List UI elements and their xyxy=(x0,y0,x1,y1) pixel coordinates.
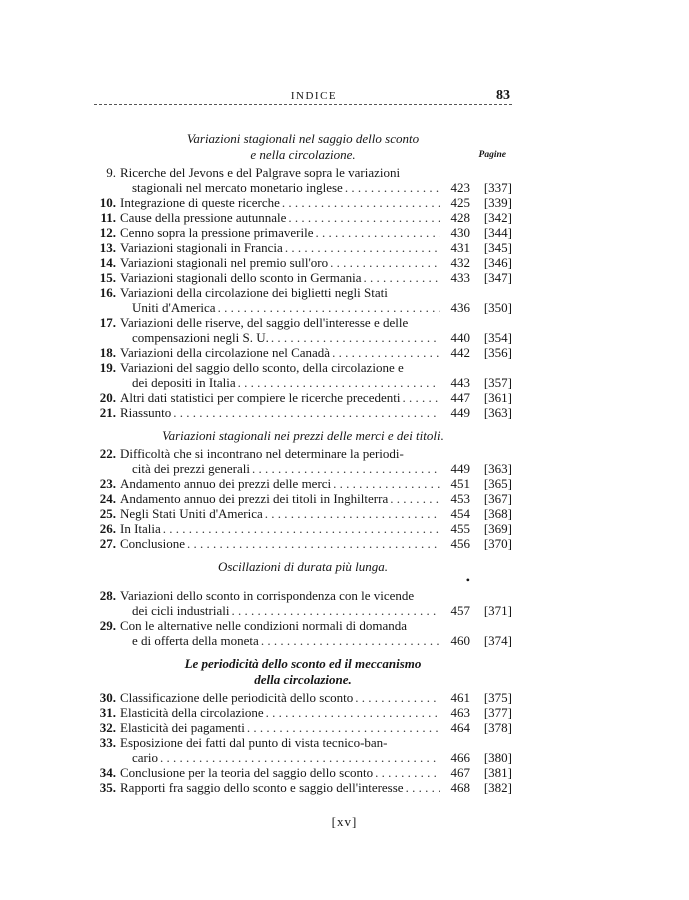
entry-page: 433 xyxy=(450,270,470,285)
entry-ref: [369] xyxy=(483,521,512,536)
entry-ref: [371] xyxy=(483,603,512,618)
entry-line: Rapporti fra saggio dello sconto e saggio dell'interesse xyxy=(120,780,404,795)
entry-number: 20. xyxy=(99,390,116,405)
entry-page: 440 xyxy=(450,330,470,345)
entry-line: Variazioni del saggio dello sconto, della circolazione e xyxy=(120,360,404,375)
entry-last-line xyxy=(120,750,512,765)
entry-number: 12. xyxy=(99,225,116,240)
section-heading xyxy=(94,559,512,575)
entry-ref: [339] xyxy=(483,195,512,210)
toc-entry[interactable] xyxy=(94,225,512,240)
dot-leader xyxy=(333,476,440,491)
entry-page: 454 xyxy=(450,506,470,521)
entry-page: 447 xyxy=(450,390,470,405)
entry-line: Esposizione dei fatti dal punto di vista tecnico-ban- xyxy=(120,735,388,750)
toc-entry[interactable] xyxy=(94,360,512,390)
dot-leader xyxy=(375,765,440,780)
dot-leader xyxy=(271,330,440,345)
entry-last-line xyxy=(120,330,512,345)
dot-leader xyxy=(252,461,440,476)
entry-line: cario xyxy=(132,750,158,765)
entry-text xyxy=(120,210,512,225)
header-title: INDICE xyxy=(290,90,338,102)
entry-ref: [377] xyxy=(483,705,512,720)
entry-ref: [357] xyxy=(483,375,512,390)
entry-ref: [337] xyxy=(483,180,512,195)
entry-line: dei cicli industriali xyxy=(132,603,230,618)
toc-entry[interactable] xyxy=(94,285,512,315)
entry-text xyxy=(120,705,512,720)
section-heading xyxy=(94,428,512,444)
entry-page: 464 xyxy=(450,720,470,735)
entry-last-line xyxy=(120,210,512,225)
pagine-label: Pagine xyxy=(478,150,506,160)
entry-number: 23. xyxy=(99,476,116,491)
toc-entry[interactable] xyxy=(94,735,512,765)
entry-line: Andamento annuo dei prezzi dei titoli in Inghilterra xyxy=(120,491,389,506)
dot-leader xyxy=(160,750,440,765)
entry-text xyxy=(120,780,512,795)
entry-last-line xyxy=(120,461,512,476)
entry-line: Integrazione di queste ricerche xyxy=(120,195,280,210)
entry-text xyxy=(120,720,512,735)
entry-ref: [381] xyxy=(483,765,512,780)
entry-number: 10. xyxy=(99,195,116,210)
entry-text xyxy=(120,506,512,521)
entry-text xyxy=(120,240,512,255)
toc-entry[interactable] xyxy=(94,270,512,285)
entry-last-line xyxy=(120,780,512,795)
entry-ref: [370] xyxy=(483,536,512,551)
entry-page: 468 xyxy=(450,780,470,795)
entry-last-line xyxy=(120,255,512,270)
dot-leader xyxy=(173,405,440,420)
entry-page: 461 xyxy=(450,690,470,705)
entry-ref: [363] xyxy=(483,405,512,420)
entry-last-line xyxy=(120,240,512,255)
entry-line: Elasticità dei pagamenti xyxy=(120,720,245,735)
toc-entry[interactable] xyxy=(94,195,512,210)
entry-last-line xyxy=(120,270,512,285)
entry-line: Conclusione per la teoria del saggio dello sconto xyxy=(120,765,374,780)
dot-leader xyxy=(288,210,440,225)
dot-leader xyxy=(238,375,440,390)
toc-entry[interactable] xyxy=(94,491,512,506)
entry-line: Difficoltà che si incontrano nel determinare la periodi- xyxy=(120,446,404,461)
entry-ref: [356] xyxy=(483,345,512,360)
entry-text xyxy=(120,225,512,240)
section-heading-line: e nella circolazione. xyxy=(250,147,356,162)
entry-line: e di offerta della moneta xyxy=(132,633,259,648)
entry-ref: [368] xyxy=(483,506,512,521)
entry-last-line xyxy=(120,690,512,705)
entry-page: 428 xyxy=(450,210,470,225)
entry-page: 436 xyxy=(450,300,470,315)
toc-entry[interactable] xyxy=(94,765,512,780)
section-spacer xyxy=(94,551,512,559)
entry-page: 455 xyxy=(450,521,470,536)
entry-ref: [367] xyxy=(483,491,512,506)
dot-leader xyxy=(332,345,440,360)
entry-page: 425 xyxy=(450,195,470,210)
dot-leader xyxy=(330,255,440,270)
entry-number: 13. xyxy=(99,240,116,255)
dot-leader xyxy=(247,720,440,735)
toc-entry[interactable] xyxy=(94,780,512,795)
entry-number: 17. xyxy=(99,315,116,330)
entry-last-line xyxy=(120,720,512,735)
entry-line: Variazioni dello sconto in corrispondenza con le vicende xyxy=(120,588,415,603)
toc-entry[interactable] xyxy=(94,536,512,551)
entry-line: Riassunto xyxy=(120,405,172,420)
entry-page: 466 xyxy=(450,750,470,765)
entry-number: 32. xyxy=(99,720,116,735)
entry-last-line xyxy=(120,536,512,551)
entry-line: Variazioni stagionali nel premio sull'oro xyxy=(120,255,329,270)
section-heading-line: Variazioni stagionali nel saggio dello sconto xyxy=(186,131,420,146)
entry-ref: [344] xyxy=(483,225,512,240)
toc-entry[interactable] xyxy=(94,210,512,225)
entry-number: 34. xyxy=(99,765,116,780)
dot-leader xyxy=(218,300,440,315)
dot-leader xyxy=(364,270,440,285)
dot-leader xyxy=(266,705,440,720)
entry-last-line xyxy=(120,521,512,536)
entry-line: Andamento annuo dei prezzi delle merci xyxy=(120,476,332,491)
toc-entry[interactable] xyxy=(94,690,512,705)
entry-last-line xyxy=(120,300,512,315)
entry-last-line xyxy=(120,765,512,780)
entry-page: 451 xyxy=(450,476,470,491)
entry-page: 453 xyxy=(450,491,470,506)
entry-line: Cenno sopra la pressione primaverile xyxy=(120,225,314,240)
dot-leader xyxy=(231,603,440,618)
entry-ref: [346] xyxy=(483,255,512,270)
entry-text xyxy=(120,405,512,420)
toc-entry[interactable] xyxy=(94,390,512,405)
dot-leader xyxy=(163,521,440,536)
entry-line: In Italia xyxy=(120,521,161,536)
dot-leader xyxy=(316,225,441,240)
entry-ref: [347] xyxy=(483,270,512,285)
entry-number: 15. xyxy=(99,270,116,285)
entry-number: 25. xyxy=(99,506,116,521)
entry-last-line xyxy=(120,195,512,210)
entry-number: 18. xyxy=(99,345,116,360)
entry-last-line xyxy=(120,345,512,360)
entry-number: 26. xyxy=(99,521,116,536)
entry-number: 28. xyxy=(99,588,116,603)
entry-line: Cause della pressione autunnale xyxy=(120,210,287,225)
toc-entry[interactable] xyxy=(94,240,512,255)
entry-page: 442 xyxy=(450,345,470,360)
entry-ref: [380] xyxy=(483,750,512,765)
entry-line: Variazioni stagionali dello sconto in Germania xyxy=(120,270,362,285)
entry-number: 27. xyxy=(99,536,116,551)
dot-leader xyxy=(187,536,440,551)
entry-text xyxy=(120,588,512,618)
entry-last-line xyxy=(120,491,512,506)
dot-leader xyxy=(355,690,440,705)
toc-entry[interactable] xyxy=(94,345,512,360)
entry-number: 31. xyxy=(99,705,116,720)
entry-line: Variazioni stagionali in Francia xyxy=(120,240,283,255)
entry-page: 456 xyxy=(450,536,470,551)
section-spacer xyxy=(94,648,512,656)
entry-page: 463 xyxy=(450,705,470,720)
toc-entry[interactable] xyxy=(94,476,512,491)
header-rule xyxy=(94,104,512,105)
entry-text xyxy=(120,690,512,705)
entry-line: Variazioni della circolazione dei biglietti negli Stati xyxy=(120,285,388,300)
toc-entry[interactable] xyxy=(94,506,512,521)
entry-line: cità dei prezzi generali xyxy=(132,461,251,476)
toc-entry[interactable] xyxy=(94,405,512,420)
entry-line: Elasticità della circolazione xyxy=(120,705,264,720)
dot-leader xyxy=(345,180,440,195)
entry-number: 35. xyxy=(99,780,116,795)
entry-ref: [363] xyxy=(483,461,512,476)
entry-number: 33. xyxy=(99,735,116,750)
entry-line: Variazioni della circolazione nel Canadà xyxy=(120,345,331,360)
toc-entry[interactable] xyxy=(94,720,512,735)
entry-text xyxy=(120,285,512,315)
entry-ref: [350] xyxy=(483,300,512,315)
entry-line: Conclusione xyxy=(120,536,185,551)
entry-number: 14. xyxy=(99,255,116,270)
toc-entry[interactable] xyxy=(94,521,512,536)
section-spacer xyxy=(94,420,512,428)
entry-text xyxy=(120,195,512,210)
entry-number: 24. xyxy=(99,491,116,506)
footer-folio: [xv] xyxy=(331,814,358,829)
entry-number: 21. xyxy=(99,405,116,420)
entry-number: 11. xyxy=(100,210,116,225)
entry-last-line xyxy=(120,390,512,405)
entry-text xyxy=(120,491,512,506)
entry-text xyxy=(120,476,512,491)
entry-text xyxy=(120,521,512,536)
section-heading xyxy=(94,656,512,688)
section-heading xyxy=(94,131,512,163)
dot-leader xyxy=(261,633,440,648)
entry-number: 16. xyxy=(99,285,116,300)
entry-line: Variazioni delle riserve, del saggio dell'interesse e delle xyxy=(120,315,409,330)
toc-entry[interactable] xyxy=(94,705,512,720)
entry-page: 432 xyxy=(450,255,470,270)
dot-leader xyxy=(265,506,440,521)
entry-text xyxy=(120,536,512,551)
entry-page: 449 xyxy=(450,405,470,420)
entry-page: 457 xyxy=(450,603,470,618)
entry-ref: [375] xyxy=(483,690,512,705)
entry-page: 431 xyxy=(450,240,470,255)
entry-text xyxy=(120,360,512,390)
entry-number: 22. xyxy=(99,446,116,461)
entry-ref: [361] xyxy=(483,390,512,405)
toc-entry[interactable] xyxy=(94,446,512,476)
entry-line: Con le alternative nelle condizioni normali di domanda xyxy=(120,618,407,633)
toc-entry[interactable] xyxy=(94,588,512,618)
entry-line: Negli Stati Uniti d'America xyxy=(120,506,263,521)
entry-line: stagionali nel mercato monetario inglese xyxy=(132,180,343,195)
entry-last-line xyxy=(120,705,512,720)
dot-leader xyxy=(390,491,440,506)
entry-last-line xyxy=(120,476,512,491)
entry-last-line xyxy=(120,375,512,390)
entry-page: 467 xyxy=(450,765,470,780)
entry-text xyxy=(120,315,512,345)
header-page-number: 83 xyxy=(496,88,510,103)
table-of-contents xyxy=(94,131,512,795)
dot-leader xyxy=(285,240,440,255)
entry-line: Uniti d'America xyxy=(132,300,216,315)
entry-ref: [374] xyxy=(483,633,512,648)
toc-entry[interactable] xyxy=(94,618,512,648)
entry-ref: [378] xyxy=(483,720,512,735)
section-heading-line: Oscillazioni di durata più lunga. xyxy=(217,559,389,574)
entry-number: 29. xyxy=(99,618,116,633)
entry-number: 9. xyxy=(106,165,116,180)
entry-last-line xyxy=(120,506,512,521)
entry-page: 460 xyxy=(450,633,470,648)
stray-mark: • xyxy=(465,573,470,587)
entry-ref: [382] xyxy=(483,780,512,795)
toc-entry[interactable] xyxy=(94,165,512,195)
entry-last-line xyxy=(120,603,512,618)
dot-leader xyxy=(402,390,440,405)
entry-last-line xyxy=(120,180,512,195)
entry-page: 430 xyxy=(450,225,470,240)
entry-text xyxy=(120,390,512,405)
section-heading-line: Le periodicità dello sconto ed il meccanismo xyxy=(184,656,422,671)
entry-ref: [345] xyxy=(483,240,512,255)
entry-line: Classificazione delle periodicità dello sconto xyxy=(120,690,354,705)
entry-text xyxy=(120,735,512,765)
entry-page: 443 xyxy=(450,375,470,390)
entry-text xyxy=(120,270,512,285)
entry-text xyxy=(120,345,512,360)
section-heading-line: Variazioni stagionali nei prezzi delle merci e dei titoli. xyxy=(162,428,444,443)
entry-last-line xyxy=(120,405,512,420)
dot-leader xyxy=(282,195,440,210)
entry-line: dei depositi in Italia xyxy=(132,375,236,390)
entry-ref: [354] xyxy=(483,330,512,345)
entry-ref: [342] xyxy=(483,210,512,225)
entry-number: 19. xyxy=(99,360,116,375)
entry-number: 30. xyxy=(99,690,116,705)
entry-text xyxy=(120,165,512,195)
section-heading-line: della circolazione. xyxy=(254,672,352,687)
entry-text xyxy=(120,765,512,780)
entry-text xyxy=(120,618,512,648)
dot-leader xyxy=(406,780,440,795)
entry-text xyxy=(120,446,512,476)
entry-page: 423 xyxy=(450,180,470,195)
entry-last-line xyxy=(120,225,512,240)
entry-ref: [365] xyxy=(483,476,512,491)
entry-line: compensazioni negli S. U. xyxy=(132,330,269,345)
entry-line: Altri dati statistici per compiere le ricerche precedenti xyxy=(120,390,401,405)
entry-page: 449 xyxy=(450,461,470,476)
entry-line: Ricerche del Jevons e del Palgrave sopra le variazioni xyxy=(120,165,401,180)
entry-text xyxy=(120,255,512,270)
toc-entry[interactable] xyxy=(94,255,512,270)
entry-last-line xyxy=(120,633,512,648)
toc-entry[interactable] xyxy=(94,315,512,345)
